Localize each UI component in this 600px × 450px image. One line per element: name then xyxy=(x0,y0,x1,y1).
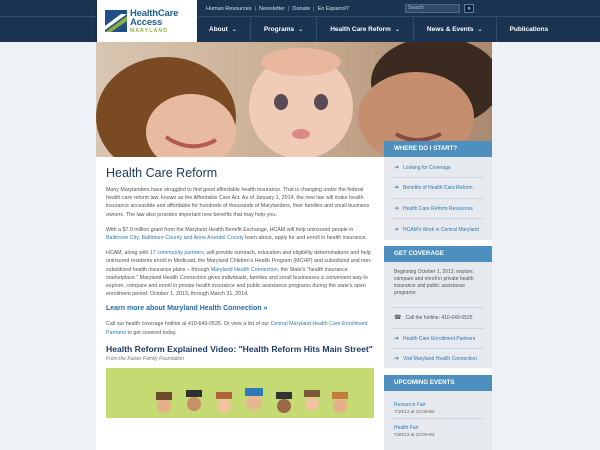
logo-line1: HealthCare xyxy=(130,8,179,19)
event-date: 7/20/13 at 10:00AM xyxy=(394,432,435,437)
nav-item-publications[interactable] xyxy=(497,16,562,42)
arrow-right-icon: ➔ xyxy=(394,165,400,171)
main-nav xyxy=(196,16,561,42)
visit-mhc-link[interactable] xyxy=(394,355,477,362)
arrow-right-icon: ➔ xyxy=(394,227,400,233)
logo-name xyxy=(130,9,178,27)
logo-line2: Access xyxy=(130,17,163,28)
partners-paragraph xyxy=(106,249,376,298)
video-title: Health Reform Explained Video: "Health Reform Hits Main Street" xyxy=(106,343,373,354)
benefits-link[interactable] xyxy=(394,184,473,191)
utility-links xyxy=(206,3,349,14)
coverage-description: Beginning October 1, 2013, explore, compare and enroll in private health insurance and public assistance programs: xyxy=(394,269,475,296)
utility-link-newsletter[interactable]: Newsletter xyxy=(258,5,285,12)
search-go-button[interactable]: » xyxy=(464,4,474,13)
utility-separator: | xyxy=(287,5,290,12)
link-label: Health Care Reform Resources xyxy=(403,205,473,212)
reform-resources-link[interactable] xyxy=(394,205,473,212)
link-label: Benefits of Health Care Reform xyxy=(403,184,473,191)
event-title[interactable]: Resource Fair xyxy=(394,402,426,408)
text: Call our health coverage hotline at 410-649-0525. Or view a list of our xyxy=(106,321,271,328)
nav-item-news-events[interactable] xyxy=(414,16,497,42)
nav-label: Publications xyxy=(509,25,549,33)
logo-mark-icon xyxy=(105,10,127,32)
nav-label: News & Events xyxy=(426,25,474,33)
events-header: UPCOMING EVENTS xyxy=(384,375,492,391)
hotline-paragraph xyxy=(106,320,376,336)
intro-paragraph: Many Marylanders have struggled to find good affordable health insurance. That is changing under the federal health care reform law, known as the Affordable Care Act. As of January 1, 2014, the new law will make health insurance accessible and affordable for hundreds of thousands of Marylanders, their families and small business owners. The law also provides important new benefits that may help you. xyxy=(106,187,370,218)
divider xyxy=(392,177,484,178)
family-photo-image xyxy=(96,42,492,157)
main-content xyxy=(106,166,376,418)
text: , the State's "health insurance marketplace." Maryland Health Connection gives individuals, families and small businesses a convenient way to explore, compare and enroll in private health insurance and public assistance programs during the state's open enrollment period: October 1, 2013, through March 31, 2014. xyxy=(106,266,368,298)
learn-more-link[interactable]: Learn more about Maryland Health Connection » xyxy=(106,305,268,313)
divider xyxy=(392,307,484,308)
text: HCAM, along with xyxy=(106,250,150,257)
nav-label: Programs xyxy=(263,25,295,33)
utility-separator: | xyxy=(313,5,315,12)
page-title: Health Care Reform xyxy=(106,166,218,180)
video-player[interactable] xyxy=(106,368,374,418)
utility-link-hr[interactable]: Human Resources xyxy=(206,5,252,12)
hero-family-photo xyxy=(96,42,492,157)
divider xyxy=(392,348,484,349)
search-input[interactable]: Search xyxy=(405,4,460,13)
text: , will provide outreach, education and eligibility determinations and help uninsured residents enroll in Medicaid, the Maryland Children's Health Program (MCHP) and subsidized and non-subsidized health insurance plans – through xyxy=(106,250,372,273)
divider xyxy=(392,218,484,219)
nav-label: Health Care Reform xyxy=(330,25,391,33)
grant-paragraph xyxy=(106,226,376,242)
enrollment-partners-link[interactable]: Central Maryland Health Care Enrollment Partners xyxy=(106,321,368,336)
chevron-down-icon: ⌄ xyxy=(477,26,483,33)
hcam-work-link[interactable] xyxy=(394,226,479,233)
site-logo[interactable] xyxy=(97,0,197,44)
event-title[interactable]: Health Fair xyxy=(394,425,419,431)
chevron-down-icon: ⌄ xyxy=(298,26,304,33)
link-label: Visit Maryland Health Connection xyxy=(403,355,477,362)
nav-item-about[interactable] xyxy=(196,16,251,42)
chevron-down-icon: ⌄ xyxy=(231,26,237,33)
event-date: 7/10/13 at 10:00AM xyxy=(394,409,435,414)
divider xyxy=(392,418,484,419)
video-source: From the Kaiser Family Foundation xyxy=(106,355,185,362)
arrow-right-icon: ➔ xyxy=(394,185,400,191)
phone-icon: ☎ xyxy=(394,315,402,321)
nav-label: About xyxy=(209,25,228,33)
utility-link-espanol[interactable]: En Espanol? xyxy=(317,5,349,12)
arrow-right-icon: ➔ xyxy=(394,206,400,212)
video-thumbnail-image xyxy=(106,368,374,418)
events-box xyxy=(384,391,492,450)
nav-item-health-care-reform[interactable] xyxy=(317,16,414,42)
utility-link-donate[interactable]: Donate xyxy=(292,5,311,12)
enrollment-partners-side-link[interactable] xyxy=(394,335,475,342)
text: to get covered today. xyxy=(126,329,177,336)
divider xyxy=(392,328,484,329)
link-label: HCAM's Work in Central Maryland xyxy=(403,226,479,233)
get-coverage-header: GET COVERAGE xyxy=(384,246,492,262)
utility-separator: | xyxy=(254,5,256,12)
chevron-down-icon: ⌄ xyxy=(394,26,400,33)
link-label: Looking for Coverage xyxy=(403,164,451,171)
text: With a $7.9 million grant from the Maryland Health Benefit Exchange, HCAM will help uninsured people in xyxy=(106,226,354,233)
link-label: Health Care Enrollment Partners xyxy=(403,335,476,342)
hotline-item xyxy=(394,314,472,321)
nav-item-programs[interactable] xyxy=(251,16,317,42)
looking-for-coverage-link[interactable] xyxy=(394,164,451,171)
maryland-health-connection-link[interactable]: Maryland Health Connection xyxy=(210,266,278,273)
community-partners-link[interactable]: 17 community partners xyxy=(149,250,204,257)
arrow-right-icon: ➔ xyxy=(394,336,400,342)
arrow-right-icon: ➔ xyxy=(394,356,400,362)
divider xyxy=(392,198,484,199)
where-start-header: WHERE DO I START? xyxy=(384,141,492,157)
text: learn about, apply for and enroll in health insurance. xyxy=(243,235,368,242)
counties-link[interactable]: Baltimore City, Baltimore County and Anne Arundel County xyxy=(106,235,244,242)
logo-subtitle: MARYLAND xyxy=(130,28,169,34)
item-label: Call the hotline: 410-649-0525 xyxy=(405,314,473,321)
